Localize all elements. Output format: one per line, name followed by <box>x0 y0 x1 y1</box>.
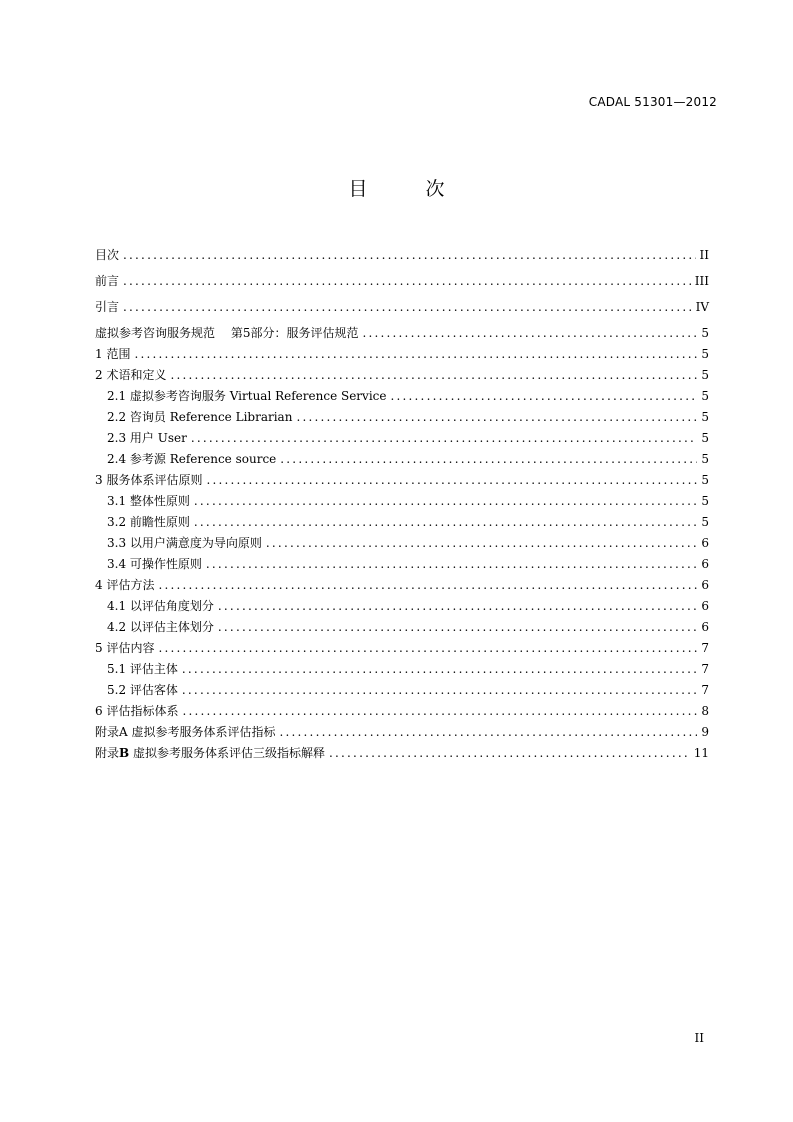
leader-dots <box>206 557 697 572</box>
toc-entry-text: 4.2 以评估主体划分 <box>107 620 214 634</box>
toc-entry-page: 5 <box>701 431 709 445</box>
leader-dots <box>296 410 697 425</box>
leader-dots <box>170 368 697 383</box>
toc-entry-section-1[interactable] <box>95 341 709 362</box>
toc-entry-page: 6 <box>701 557 709 571</box>
toc-entry-appendix-a[interactable] <box>95 719 709 740</box>
toc-entry-text: 引言 <box>95 300 120 314</box>
document-code: CADAL 51301—2012 <box>588 95 717 109</box>
toc-entry-page: 6 <box>701 599 709 613</box>
toc-entry-text: 5.1 评估主体 <box>107 662 178 676</box>
leader-dots <box>362 326 697 341</box>
toc-entry-page: 9 <box>701 725 709 739</box>
page-number: II <box>694 1031 704 1045</box>
leader-dots <box>191 431 698 446</box>
toc-entry-text: 5 评估内容 <box>95 641 155 655</box>
toc-entry-page: II <box>699 248 709 262</box>
toc-entry-page: 7 <box>701 662 709 676</box>
page-title: 目 次 <box>348 178 471 200</box>
toc-entry-text: 附录A 虚拟参考服务体系评估指标 <box>95 725 276 739</box>
toc-entry-section-2[interactable] <box>95 362 709 383</box>
leader-dots <box>390 389 697 404</box>
leader-dots <box>134 347 697 362</box>
toc-entry-page: 5 <box>701 452 709 466</box>
toc-entry-text: 2.3 用户 User <box>107 431 187 445</box>
toc-entry-page: 11 <box>693 746 709 760</box>
toc-entry-foreword[interactable] <box>95 263 709 289</box>
toc-entry-section-4-2[interactable] <box>95 614 709 635</box>
toc-entry-section-5[interactable] <box>95 635 709 656</box>
toc-entry-appendix-b[interactable] <box>95 740 709 761</box>
toc-entry-text: 4 评估方法 <box>95 578 155 592</box>
toc-entry-page: 5 <box>701 515 709 529</box>
leader-dots <box>279 725 697 740</box>
toc-entry-text <box>95 746 325 761</box>
toc-entry-text: 2.1 虚拟参考咨询服务 Virtual Reference Service <box>107 389 387 403</box>
toc-entry-section-2-3[interactable] <box>95 425 709 446</box>
toc-entry-section-2-2[interactable] <box>95 404 709 425</box>
leader-dots <box>123 300 692 315</box>
toc-entry-page: 8 <box>701 704 709 718</box>
toc-entry-text-prefix: 附录 <box>95 746 120 760</box>
toc-entry-text: 5.2 评估客体 <box>107 683 178 697</box>
leader-dots <box>206 473 697 488</box>
leader-dots <box>182 662 697 677</box>
toc-entry-text: 2.4 参考源 Reference source <box>107 452 277 466</box>
toc-entry-section-2-4[interactable] <box>95 446 709 467</box>
toc-entry-page: 7 <box>701 641 709 655</box>
toc-entry-page: 6 <box>701 620 709 634</box>
toc-entry-text: 目次 <box>95 248 120 262</box>
toc-entry-page: IV <box>695 300 709 314</box>
leader-dots <box>218 599 697 614</box>
leader-dots <box>158 641 697 656</box>
toc-entry-text: 6 评估指标体系 <box>95 704 179 718</box>
toc-entry-page: III <box>694 274 709 288</box>
toc-entry-text: 4.1 以评估角度划分 <box>107 599 214 613</box>
toc-entry-text: 3.3 以用户满意度为导向原则 <box>107 536 262 550</box>
toc-entry-page: 5 <box>701 389 709 403</box>
toc-entry-section-3-2[interactable] <box>95 509 709 530</box>
toc-entry-text: 2.2 咨询员 Reference Librarian <box>107 410 293 424</box>
toc-entry-page: 5 <box>701 368 709 382</box>
leader-dots <box>182 683 697 698</box>
toc-entry-text: 2 术语和定义 <box>95 368 167 382</box>
leader-dots <box>280 452 697 467</box>
leader-dots <box>329 746 690 761</box>
leader-dots <box>123 274 691 289</box>
toc-entry-text: 3 服务体系评估原则 <box>95 473 203 487</box>
toc-entry-section-3-3[interactable] <box>95 530 709 551</box>
toc-entry-standard-title[interactable] <box>95 315 709 341</box>
toc-entry-section-3-1[interactable] <box>95 488 709 509</box>
toc-entry-text: 3.1 整体性原则 <box>107 494 190 508</box>
toc-entry-page: 6 <box>701 536 709 550</box>
toc-entry-section-6[interactable] <box>95 698 709 719</box>
toc-entry-section-4-1[interactable] <box>95 593 709 614</box>
leader-dots <box>194 515 697 530</box>
toc-entry-page: 5 <box>701 473 709 487</box>
leader-dots <box>266 536 697 551</box>
toc-entry-text: 3.2 前瞻性原则 <box>107 515 190 529</box>
toc-entry-contents[interactable] <box>95 237 709 263</box>
toc-entry-page: 5 <box>701 410 709 424</box>
toc-entry-text-bold: B <box>119 746 130 760</box>
toc-entry-section-4[interactable] <box>95 572 709 593</box>
leader-dots <box>194 494 697 509</box>
toc-entry-text: 前言 <box>95 274 120 288</box>
toc-entry-page: 7 <box>701 683 709 697</box>
table-of-contents <box>95 237 709 761</box>
toc-entry-page: 5 <box>701 347 709 361</box>
toc-entry-text: 3.4 可操作性原则 <box>107 557 202 571</box>
toc-entry-text: 1 范围 <box>95 347 131 361</box>
toc-entry-section-5-1[interactable] <box>95 656 709 677</box>
leader-dots <box>182 704 697 719</box>
toc-entry-introduction[interactable] <box>95 289 709 315</box>
toc-entry-section-2-1[interactable] <box>95 383 709 404</box>
toc-entry-text-suffix: 虚拟参考服务体系评估三级指标解释 <box>129 746 325 760</box>
toc-entry-page: 5 <box>701 326 709 340</box>
toc-entry-section-5-2[interactable] <box>95 677 709 698</box>
toc-entry-page: 6 <box>701 578 709 592</box>
toc-entry-page: 5 <box>701 494 709 508</box>
leader-dots <box>218 620 697 635</box>
leader-dots <box>123 248 696 263</box>
toc-entry-section-3-4[interactable] <box>95 551 709 572</box>
toc-entry-section-3[interactable] <box>95 467 709 488</box>
leader-dots <box>158 578 697 593</box>
toc-entry-text: 虚拟参考咨询服务规范 第5部分：服务评估规范 <box>95 326 359 340</box>
